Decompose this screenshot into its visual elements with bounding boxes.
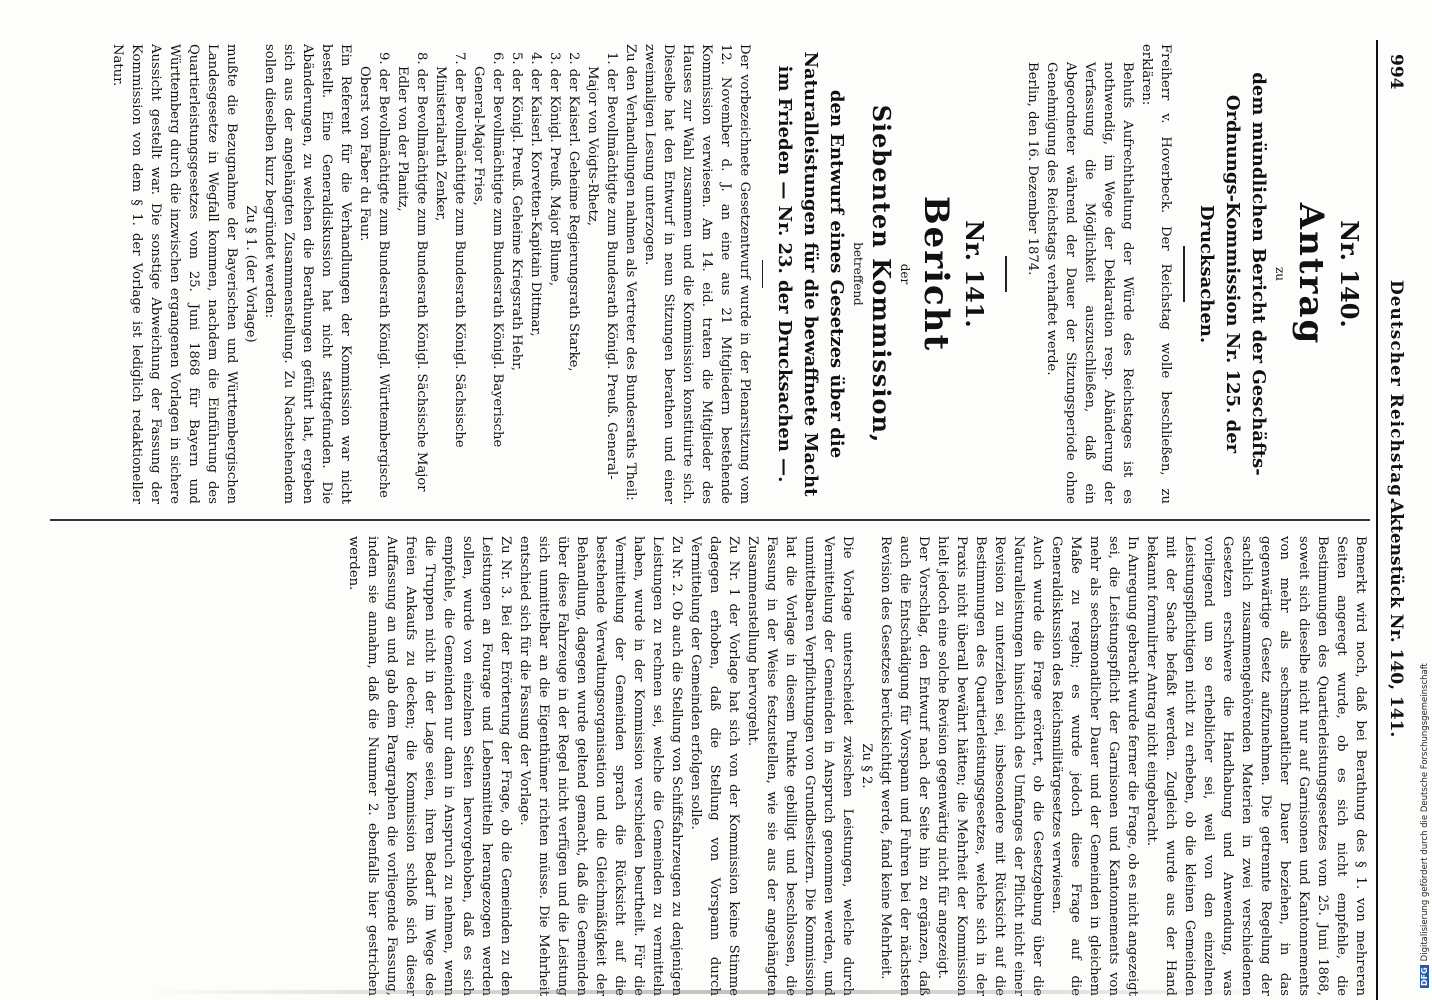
doc141-subject: den Entwurf eines Gesetzes über die Naturalleistungen für die bewaffnete Macht im Frieden — Nr. 23. der Drucksachen —. [774, 51, 848, 497]
separator-rule [1006, 256, 1008, 292]
doc140-title: Antrag [1291, 202, 1331, 346]
rule [762, 260, 764, 288]
right-column [40, 536, 1370, 996]
section2-text: Die Vorlage unterscheidet zwischen Leistungen, welche durch Vermittelung der Gemeinden in Anspruch genommen werden, und unmittelbaren Verpflichtungen von Grundbesitzern. Die Kommission hat die Vorlage in diesem Punkte gebilligt und beschlossen, die Fassung in der Weise festzustellen, wie sie aus der angehängten Zusammenstellung hervorgeht. [745, 536, 855, 996]
doc140-place-date: Berlin, den 16. Dezember 1874. [1025, 62, 1041, 276]
journal-title: Deutscher Reichstag. [1386, 280, 1406, 505]
doc140-number: Nr. 140. [1335, 220, 1364, 328]
doc141-referent: Ein Referent für die Verhandlungen der Kommission war nicht bestellt. Eine Generaldiskussion hat nicht stattgefunden. Die Abänderungen, zu welchen die Berathungen geführt hat, ergeben sich aus der angehängten Zusammenstellung. Zu Nachstehendem sollen dieselben kurz begründet werden: [262, 44, 353, 504]
delegate-item: 2. der Kaiserl. Geheime Regierungsrath Starke, [566, 52, 581, 372]
delegate-item: 5. der Königl. Preuß. Geheime Kriegsrath Hehr, [509, 52, 524, 372]
column-divider [50, 519, 1370, 521]
doc140-subject: dem mündlichen Bericht der Geschäfts-Ordnungs-Kommission Nr. 125. der Drucksachen. [1196, 72, 1269, 476]
section1-text: mußte die Bezugnahme der Bayerischen und Württembergischen Landesgesetze in Wegfall kommen, nachdem die Einführung des Quartierleistungsgesetzes vom 25. Juni 1868 für Bayern und Württemberg durch die inzwischen ergangenen Vorlagen in sichere Aussicht gestellt war. Die sonstige Abweichung der Fassung der Kommission von dem § 1. der Vorlage ist lediglich redaktioneller Natur. [110, 44, 239, 504]
section2-title: Zu § 2. [859, 743, 874, 789]
delegate-item: 9. der Bevollmächtigte zum Bundesrath Königl. Württembergische Oberst von Faber du Faur. [357, 52, 391, 498]
digitization-credit: Digitalisierung gefördert durch die Deutsche Forschungsgemeinschaft [1420, 663, 1430, 962]
paragraph: Bemerkt wird noch, daß bei Berathung des § 1. von mehreren Seiten angeregt wurde, ob es sich nicht empfehle, die Bestimmungen des Quartierleistungsgesetzes vom 25. Juni 1868, soweit sich dieselbe nicht nur auf Garnisonen und Kantonnements von mehr als sechsmonatlicher Dauer beziehen, in das gegenwärtige Gesetz aufzunehmen. Die getrennte Regelung der sachlich zusammengehörenden Materien in zwei verschiedenen Gesetzen erschwere die Handhabung und Anwendung, was vorliegend um so erheblicher sei, weil von den einzelnen Leistungspflichtigen nicht zu erheben, ob die kleinen Gemeinden mit der Sache befaßt werden. Zugleich wurde aus der Hand bekannt formulirter Antrag nicht eingebracht. [1144, 536, 1368, 996]
dfg-logo: DFG [1420, 967, 1429, 986]
delegate-item: 3. der Königl. Preuß. Major Blume, [547, 52, 562, 287]
doc141-title: Bericht [916, 195, 957, 353]
delegate-item: 6. der Bevollmächtigte zum Bundesrath Königl. Bayerische General-Major Fries, [471, 52, 505, 448]
doc141-commission: Siebenten Kommission, [867, 104, 897, 444]
section1-title: Zu § 1. (der Vorlage) [243, 205, 258, 343]
doc141-der: der [898, 263, 913, 285]
delegate-item: 7. der Bevollmächtigte zum Bundesrath Königl. Sächsische Ministerialrath Zenker, [433, 52, 467, 448]
doc141-betreffend: betreffend [851, 242, 866, 306]
delegate-item: 8. der Bevollmächtigte zum Bundesrath Königl. Sächsische Major Edler von der Planitz, [395, 52, 429, 492]
paragraph: Auch wurde die Frage erörtert, ob die Gesetzgebung über die Naturalleistungen hinsichtlich des Umfanges der Pflicht nicht einer Revision zu unterziehen sei, insbesondere mit Rücksicht auf die Bestimmungen des Quartierleistungsgesetzes, welche sich in der Praxis nicht überall bewährt hätten; die Mehrheit der Kommission hielt jedoch eine solche Revision gegenwärtig nicht für angezeigt. [935, 536, 1045, 996]
scan-edge-artifact [0, 990, 1432, 994]
paragraph: Zu Nr. 3. Bei der Erörterung der Frage, ob die Gemeinden zu den Leistungen an Fourage und Lebensmitteln herangezogen werden sollen, wurde von einzelnen Seiten hervorgehoben, daß es sich empfehle, die Gemeinden nur dann in Anspruch zu nehmen, wenn die Truppen nicht in der Lage seien, ihren Bedarf im Wege des freien Ankaufs zu decken; die Kommission schloß sich dieser Auffassung an und gab dem Paragraphen die vorliegende Fassung, indem sie annahm, daß die Nummer 2. ebenfalls hier gestrichen werden. [346, 536, 513, 996]
delegate-item: 4. der Kaiserl. Korvetten-Kapitain Dittmar, [528, 52, 543, 337]
paragraph: In Anregung gebracht wurde ferner die Frage, ob es nicht angezeigt sei, die Leistungspflicht der Garnisonen und Kantonnements von mehr als sechsmonatlicher Dauer und der Gemeinden in gleichem Maße zu regeln; es wurde jedoch diese Frage auf die Generaldiskussion des Reichsmilitärgesetzes verwiesen. [1049, 536, 1140, 996]
doc140-zu: zu [1273, 266, 1287, 282]
paragraph: Zu Nr. 1 der Vorlage hat sich von der Kommission keine Stimme dagegen erhoben, daß die Stellung von Vorspann durch Vermittelung der Gemeinden erfolgen solle. [688, 536, 741, 996]
rule [1184, 246, 1186, 302]
doc141-delegates-intro: Zu den Verhandlungen nahmen als Vertreter des Bundesraths Theil: [623, 44, 638, 501]
doc140-quote: Behufs Aufrechthaltung der Würde des Reichstages ist es nothwendig, im Wege der Deklaration resp. Abänderung der Verfassung die Möglichkeit auszuschließen, daß ein Abgeordneter während der Dauer der Sitzungsperiode ohne Genehmigung des Reichstags verhaftet werde. [1044, 62, 1136, 504]
paragraph: Zu Nr. 2. Ob auch die Stellung von Schiffsfahrzeugen zu denjenigen Leistungen zu rechnen sei, welche die Gemeinden zu vermitteln haben, wurde in der Kommission verschieden beurtheilt. Für die Vermittelung der Gemeinden sprach die Rücksicht auf die bestehende Verwaltungsorganisation und die Gleichmäßigkeit der Behandlung, dagegen wurde geltend gemacht, daß die Gemeinden über diese Fahrzeuge in der Regel nicht verfügen und die Leistung sich unmittelbar an die Eigenthümer richten müsse. Die Mehrheit entschied sich für die Fassung der Vorlage. [517, 536, 684, 996]
left-column [40, 44, 1370, 504]
digitization-footer [1398, 0, 1428, 1000]
rotated-page-content [26, 40, 1406, 1000]
page-number: 994 [1386, 54, 1406, 90]
header-rule [1376, 40, 1378, 1000]
paragraph: Der Vorschlag, den Entwurf nach der Seite hin zu ergänzen, daß auch die Entschädigung für Vorspann und Fuhren bei der nächsten Revision des Gesetzes berücksichtigt werde, fand keine Mehrheit. [878, 536, 931, 996]
attachment-number: Aktenstück Nr. 140, 141. [1386, 500, 1406, 738]
delegate-item: 1. der Bevollmächtigte zum Bundesrath Königl. Preuß. General-Major von Voigts-Rhetz, [585, 52, 619, 480]
doc140-motion: Freiherr v. Hoverbeck. Der Reichstag wolle beschließen, zu erklären: [1139, 44, 1174, 504]
doc141-number: Nr. 141. [960, 220, 990, 328]
doc141-intro: Der vorbezeichnete Gesetzentwurf wurde in der Plenarsitzung vom 12. November d. J. an eine aus 21 Mitgliedern bestehende Kommission verwiesen. Am 14. eid. traten die Mitglieder des Hauses zur Wahl zusammen und die Kommission konstituirte sich. Dieselbe hat den Entwurf in neun Sitzungen berathen und einer zweimaligen Lesung unterzogen. [642, 44, 752, 504]
